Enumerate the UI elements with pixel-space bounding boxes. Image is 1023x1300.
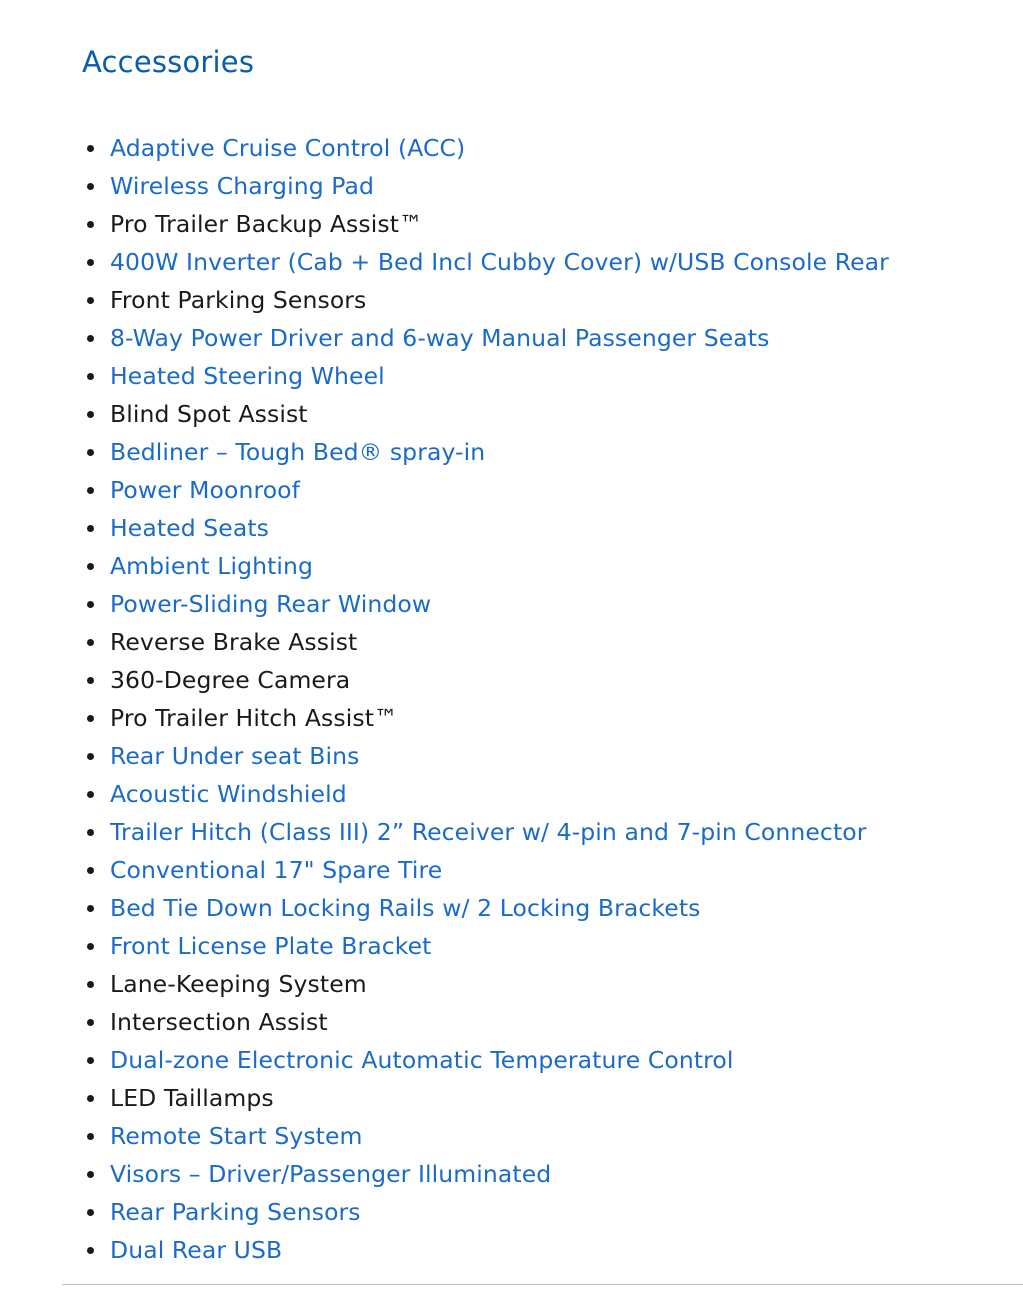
feature-text: LED Taillamps (110, 1084, 274, 1112)
bullet-icon (87, 1095, 94, 1102)
feature-text: Front Parking Sensors (110, 286, 367, 314)
bullet-icon (87, 1247, 94, 1254)
list-item[interactable] (110, 129, 889, 167)
bullet-icon (87, 677, 94, 684)
list-item (110, 395, 889, 433)
bullet-icon (87, 449, 94, 456)
bullet-icon (87, 1209, 94, 1216)
list-item[interactable] (110, 775, 889, 813)
feature-text: Pro Trailer Backup Assist™ (110, 210, 423, 238)
feature-link[interactable]: Heated Steering Wheel (110, 362, 385, 390)
list-item (110, 1003, 889, 1041)
feature-link[interactable]: Bedliner – Tough Bed® spray-in (110, 438, 486, 466)
bullet-icon (87, 1133, 94, 1140)
list-item[interactable] (110, 547, 889, 585)
bullet-icon (87, 373, 94, 380)
divider (62, 1284, 1023, 1285)
bullet-icon (87, 221, 94, 228)
bullet-icon (87, 563, 94, 570)
feature-link[interactable]: Conventional 17" Spare Tire (110, 856, 443, 884)
bullet-icon (87, 601, 94, 608)
list-item[interactable] (110, 509, 889, 547)
list-item[interactable] (110, 927, 889, 965)
list-item[interactable] (110, 889, 889, 927)
list-item[interactable] (110, 813, 889, 851)
feature-list (110, 129, 889, 1269)
bullet-icon (87, 525, 94, 532)
feature-link[interactable]: Trailer Hitch (Class III) 2” Receiver w/ 4-pin and 7-pin Connector (110, 818, 867, 846)
feature-link[interactable]: 8-Way Power Driver and 6-way Manual Passenger Seats (110, 324, 770, 352)
feature-text: Lane-Keeping System (110, 970, 367, 998)
list-item[interactable] (110, 585, 889, 623)
feature-text: Blind Spot Assist (110, 400, 308, 428)
feature-link[interactable]: Rear Parking Sensors (110, 1198, 361, 1226)
list-item (110, 623, 889, 661)
bullet-icon (87, 183, 94, 190)
list-item[interactable] (110, 1193, 889, 1231)
feature-link[interactable]: Front License Plate Bracket (110, 932, 432, 960)
list-item[interactable] (110, 357, 889, 395)
bullet-icon (87, 1019, 94, 1026)
bullet-icon (87, 411, 94, 418)
bullet-icon (87, 943, 94, 950)
bullet-icon (87, 487, 94, 494)
list-item[interactable] (110, 471, 889, 509)
feature-link[interactable]: Dual Rear USB (110, 1236, 283, 1264)
feature-text: Reverse Brake Assist (110, 628, 358, 656)
list-item (110, 661, 889, 699)
feature-text: Pro Trailer Hitch Assist™ (110, 704, 398, 732)
list-item (110, 965, 889, 1003)
feature-link[interactable]: Remote Start System (110, 1122, 363, 1150)
list-item[interactable] (110, 1155, 889, 1193)
bullet-icon (87, 259, 94, 266)
bullet-icon (87, 867, 94, 874)
feature-link[interactable]: Power-Sliding Rear Window (110, 590, 432, 618)
feature-text: Intersection Assist (110, 1008, 328, 1036)
bullet-icon (87, 905, 94, 912)
list-item[interactable] (110, 851, 889, 889)
bullet-icon (87, 1057, 94, 1064)
bullet-icon (87, 791, 94, 798)
list-item[interactable] (110, 1231, 889, 1269)
bullet-icon (87, 981, 94, 988)
feature-link[interactable]: 400W Inverter (Cab + Bed Incl Cubby Cover) w/USB Console Rear (110, 248, 889, 276)
list-item[interactable] (110, 319, 889, 357)
list-item (110, 281, 889, 319)
bullet-icon (87, 145, 94, 152)
bullet-icon (87, 753, 94, 760)
feature-link[interactable]: Power Moonroof (110, 476, 301, 504)
feature-link[interactable]: Wireless Charging Pad (110, 172, 375, 200)
list-item (110, 1079, 889, 1117)
bullet-icon (87, 297, 94, 304)
bullet-icon (87, 1171, 94, 1178)
feature-link[interactable]: Acoustic Windshield (110, 780, 347, 808)
list-item[interactable] (110, 243, 889, 281)
bullet-icon (87, 715, 94, 722)
feature-link[interactable]: Adaptive Cruise Control (ACC) (110, 134, 466, 162)
feature-link[interactable]: Bed Tie Down Locking Rails w/ 2 Locking Brackets (110, 894, 701, 922)
list-item (110, 205, 889, 243)
list-item[interactable] (110, 1117, 889, 1155)
feature-text: 360-Degree Camera (110, 666, 351, 694)
bullet-icon (87, 639, 94, 646)
list-item[interactable] (110, 1041, 889, 1079)
list-item (110, 699, 889, 737)
bullet-icon (87, 335, 94, 342)
list-item[interactable] (110, 737, 889, 775)
section-title: Accessories (82, 45, 255, 79)
list-item[interactable] (110, 433, 889, 471)
feature-link[interactable]: Ambient Lighting (110, 552, 314, 580)
feature-link[interactable]: Visors – Driver/Passenger Illuminated (110, 1160, 552, 1188)
feature-link[interactable]: Dual-zone Electronic Automatic Temperature Control (110, 1046, 734, 1074)
feature-link[interactable]: Heated Seats (110, 514, 270, 542)
list-item[interactable] (110, 167, 889, 205)
bullet-icon (87, 829, 94, 836)
feature-link[interactable]: Rear Under seat Bins (110, 742, 360, 770)
